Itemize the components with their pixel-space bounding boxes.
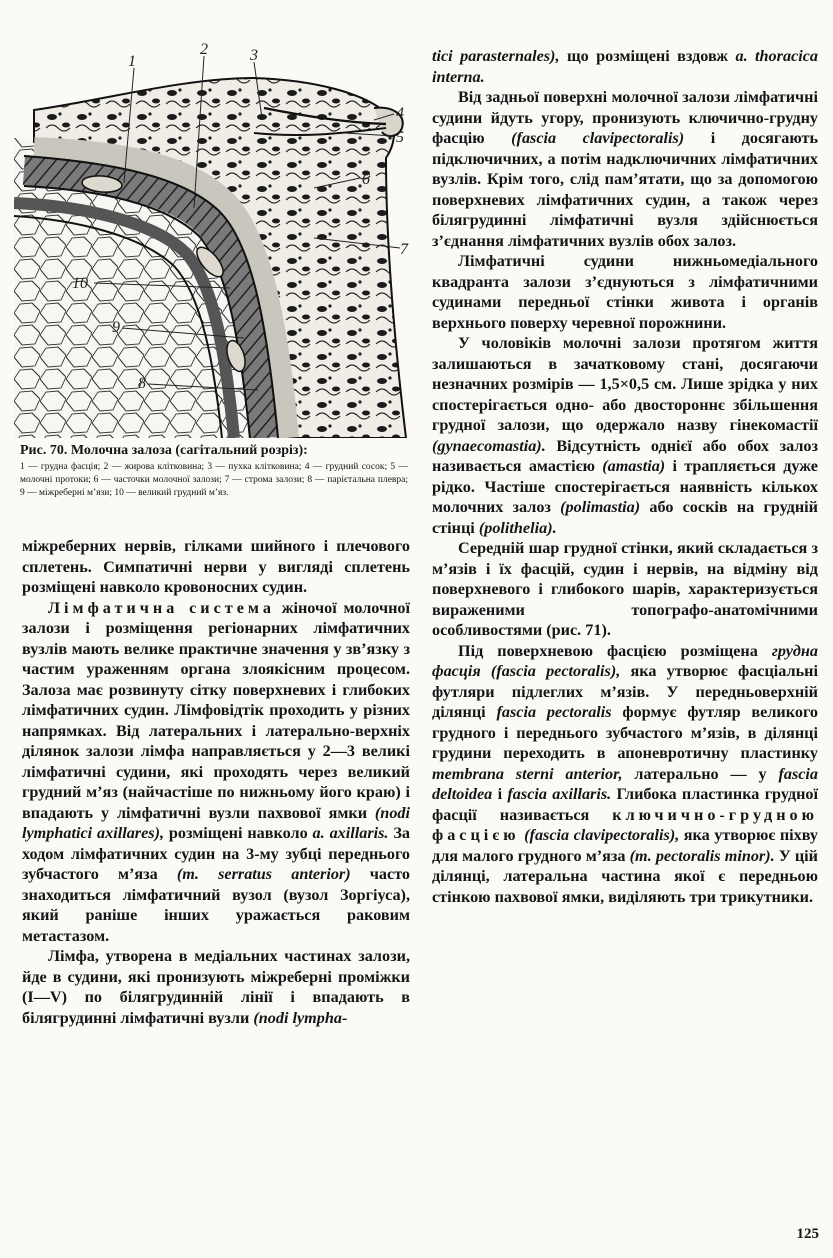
latin-term: (amastia) — [602, 457, 666, 475]
latin-term: (polithelia). — [478, 518, 557, 537]
latin-term: fascia deltoidea — [432, 764, 819, 803]
text-run: формує футляр великого грудного і переднього зубчастого м’язів, в ділянці грудини переходить в апоневротичну пластинку — [432, 703, 819, 762]
latin-term: (m. pectoralis minor). — [629, 846, 775, 865]
text-run: часто знаходиться лімфатичний вузол (вузол Зоргіуса), який раніше інших уражається раковим метастазом. — [22, 865, 411, 945]
latin-term: (fascia clavipectoralis), — [524, 826, 680, 844]
latin-term: (nodi lymphatici axillares), — [22, 803, 411, 842]
text-run: Глибока пластинка грудної фасції називається — [432, 785, 819, 824]
left-column — [22, 536, 410, 1028]
figure-label-4: 4 — [396, 105, 404, 122]
latin-term: (polimastia) — [560, 498, 641, 516]
text-run: і — [497, 785, 503, 803]
latin-term: грудна фасція (fascia pectoralis), — [432, 641, 818, 680]
text-run: яка утворює фасціальні футляри підлеглих м’язів. У передньоверхній ділянці — [432, 662, 819, 721]
text-run: що розміщені вздовж — [566, 47, 729, 65]
figure-label-8: 8 — [138, 375, 146, 392]
page-number: 125 — [796, 1226, 819, 1242]
text-run: Відсутність однієї або обох залоз називається амастією — [432, 436, 819, 475]
spaced-term: Лімфатична система — [48, 598, 275, 617]
latin-term: fascia pectoralis — [496, 703, 612, 721]
breast-section-illustration — [14, 38, 414, 438]
latin-term: (nodi lympha- — [253, 1008, 348, 1027]
latin-term: (fascia clavipectoralis) — [511, 129, 685, 147]
paragraph — [22, 536, 410, 598]
text-run: і досягають підключичних, а потім надключичних лімфатичних вузлів. Крім того, слід пам’ятати, що за допомогою поверхневих лімфатичних судин, а також через білягрудинні лімфатичні вузля здійснюється з’єднання лімфатичних вузлів обох залоз. — [432, 129, 819, 250]
figure-label-10: 10 — [72, 275, 88, 292]
figure-label-6: 6 — [362, 171, 370, 188]
paragraph — [432, 538, 818, 641]
paragraph — [432, 641, 818, 908]
spaced-term: ключично-грудною фасцією — [432, 805, 818, 844]
figure-caption — [20, 442, 408, 500]
strong-term: Середній шар — [458, 539, 560, 557]
text-run: жіночої молочної залози і розміщення регіонарних лімфатичних вузлів мають велике практичне значення у зв’язку з частим ураженням органа злоякісним процесом. Залоза має розвинуту сітку поверхневих і глибоких лімфатичних судин. Лімфовідтік проходить у різних напрямках. Від латеральних і латерально-верхніх ділянок залози лімфа направляється у 2—3 великі лімфатичні судини, які проходять через великий грудний м’яз (найчастіше по нижньому його краю) і впадають у лімфатичні вузли пахвової ямки — [22, 598, 411, 822]
text-run: Під поверхневою фасцією розміщена — [458, 641, 758, 660]
figure-breast-sagittal-section — [14, 38, 414, 438]
text-run: Лімфатичні судини нижньомедіального квадранта залози з’єднуються з лімфатичними судинами передньої стінки живота і органів верхнього поверху черевної порожнини. — [432, 252, 818, 332]
figure-label-3: 3 — [250, 47, 258, 64]
right-column — [432, 46, 818, 907]
text-run: латерально — у — [634, 764, 767, 783]
figure-label-7: 7 — [400, 241, 408, 258]
latin-term: fascia axillaris. — [507, 785, 612, 803]
text-run: або сосків на грудній стінці — [432, 498, 818, 537]
latin-term: a. axillaris. — [312, 824, 389, 842]
latin-term: tici parasternales), — [432, 47, 560, 65]
figure-label-9: 9 — [112, 319, 120, 336]
paragraph — [22, 598, 410, 947]
figure-label-1: 1 — [128, 53, 136, 70]
latin-term: membrana sterni anterior, — [432, 764, 623, 783]
paragraph — [432, 251, 818, 333]
text-run: У цій ділянці, латеральна частина якої є передньою стінкою пахвової ямки, виділяють три трикутники. — [432, 846, 818, 906]
text-run: і трапляється дуже рідко. Частіше спостерігається наявність кількох молочних залоз — [432, 457, 818, 516]
paragraph — [432, 87, 818, 251]
text-run: Від задньої поверхні молочної залози лімфатичні судини йдуть угору, пронизують ключично-грудну фасцію — [432, 88, 818, 147]
text-run: грудної стінки, який складається з м’язів і їх фасцій, судин і нервів, на відміну від поверхневого і глибокого шарів, характеризується вираженими топографо-анатомічними особливостями (рис. 71). — [432, 539, 818, 639]
caption-title: Рис. 70. Молочна залоза (сагітальний розріз): — [20, 443, 308, 458]
text-run: розміщені навколо — [168, 824, 308, 842]
figure-label-2: 2 — [200, 41, 208, 58]
text-run: міжреберних нервів, гілками шийного і плечового сплетень. Симпатичні нерви у вигляді сплетень розміщені навколо кровоносних судин. — [22, 537, 410, 596]
paragraph — [432, 46, 818, 87]
caption-legend: 1 — грудна фасція; 2 — жирова клітковина; 3 — пухка клітковина; 4 — грудний сосок; 5 — молочні протоки; 6 — часточки молочної залози; 7 — строма залози; 8 — парієтальна плевра; 9 — міжреберні м’язи; 10 — великий грудний м’яз. — [20, 462, 408, 498]
figure-label-5: 5 — [396, 129, 404, 146]
text-run: За ходом лімфатичних судин на 3-му зубці переднього зубчастого м’яза — [22, 824, 410, 883]
paragraph — [432, 333, 818, 538]
paragraph — [22, 946, 410, 1028]
text-run: У чоловіків молочні залози протягом життя залишаються в зачатковому стані, досягаючи незначних розмірів — 1,5×0,5 см. Лише зрідка у них спостерігається одно- або двостороннє збільшення грудної залози, що одержало назву гінекомастії — [432, 334, 818, 434]
latin-term: a. thoracica interna. — [432, 47, 818, 86]
latin-term: (m. serratus anterior) — [176, 865, 351, 883]
latin-term: (gynaecomastia). — [432, 436, 546, 455]
text-run: яка утворює піхву для малого грудного м’яза — [432, 826, 819, 865]
text-run: Лімфа, утворена в медіальних частинах залози, йде в судини, які пронизують міжреберні проміжки (I—V) по білягрудинній лінії і впадають в білягрудинні лімфатичні вузли — [22, 947, 410, 1027]
